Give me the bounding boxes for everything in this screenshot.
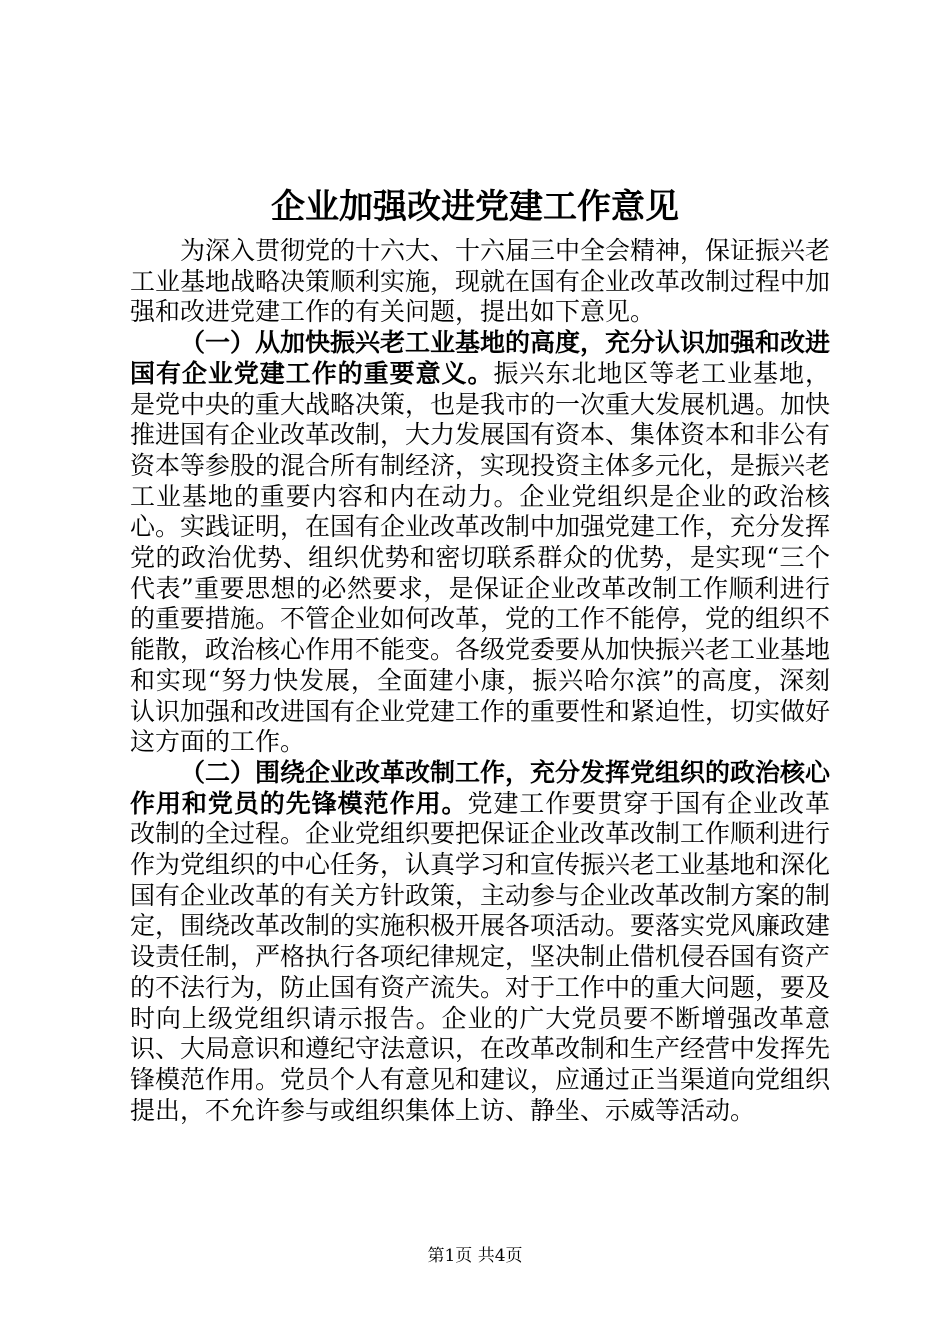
document-title: 企业加强改进党建工作意见 <box>271 187 679 227</box>
section-1-body: 振兴东北地区等老工业基地，是党中央的重大战略决策，也是我市的一次重大发展机遇。加快推进国有企业改革改制，大力发展国有资本、集体资本和非公有资本等参股的混合所有制经济，实现投资主体多元化，是振兴老工业基地的重要内容和内在动力。企业党组织是企业的政治核心。实践证明，在国有企业改革改制中加强党建工作，充分发挥党的政治优势、组织优势和密切联系群众的优势，是实现“三个代表”重要思想的必然要求，是保证企业改革改制工作顺利进行的重要措施。不管企业如何改革，党的工作不能停，党的组织不能散，政治核心作用不能变。各级党委要从加快振兴老工业基地和实现“努力快发展，全面建小康，振兴哈尔滨”的高度，深刻认识加强和改进国有企业党建工作的重要性和紧迫性，切实做好这方面的工作。 <box>130 358 831 757</box>
section-2-heading: （二）围绕企业改革改制工作，充分发挥党组织的政治核心作用和党员的先锋模范作用。 <box>130 757 831 818</box>
page-number-footer: 第1页 共4页 <box>427 1246 523 1266</box>
document-body <box>130 236 830 1126</box>
section-1-paragraph <box>130 328 830 758</box>
intro-paragraph: 为深入贯彻党的十六大、十六届三中全会精神，保证振兴老工业基地战略决策顺利实施，现就在国有企业改革改制过程中加强和改进党建工作的有关问题，提出如下意见。 <box>130 236 831 327</box>
section-2-paragraph <box>130 758 830 1126</box>
section-2-body: 党建工作要贯穿于国有企业改革改制的全过程。企业党组织要把保证企业改革改制工作顺利进行作为党组织的中心任务，认真学习和宣传振兴老工业基地和深化国有企业改革的有关方针政策，主动参与企业改革改制方案的制定，围绕改革改制的实施积极开展各项活动。要落实党风廉政建设责任制，严格执行各项纪律规定，坚决制止借机侵吞国有资产的不法行为，防止国有资产流失。对于工作中的重大问题，要及时向上级党组织请示报告。企业的广大党员要不断增强改革意识、大局意识和遵纪守法意识，在改革改制和生产经营中发挥先锋模范作用。党员个人有意见和建议，应通过正当渠道向党组织提出，不允许参与或组织集体上访、静坐、示威等活动。 <box>130 788 831 1125</box>
section-1-heading: （一）从加快振兴老工业基地的高度，充分认识加强和改进国有企业党建工作的重要意义。 <box>130 328 831 388</box>
